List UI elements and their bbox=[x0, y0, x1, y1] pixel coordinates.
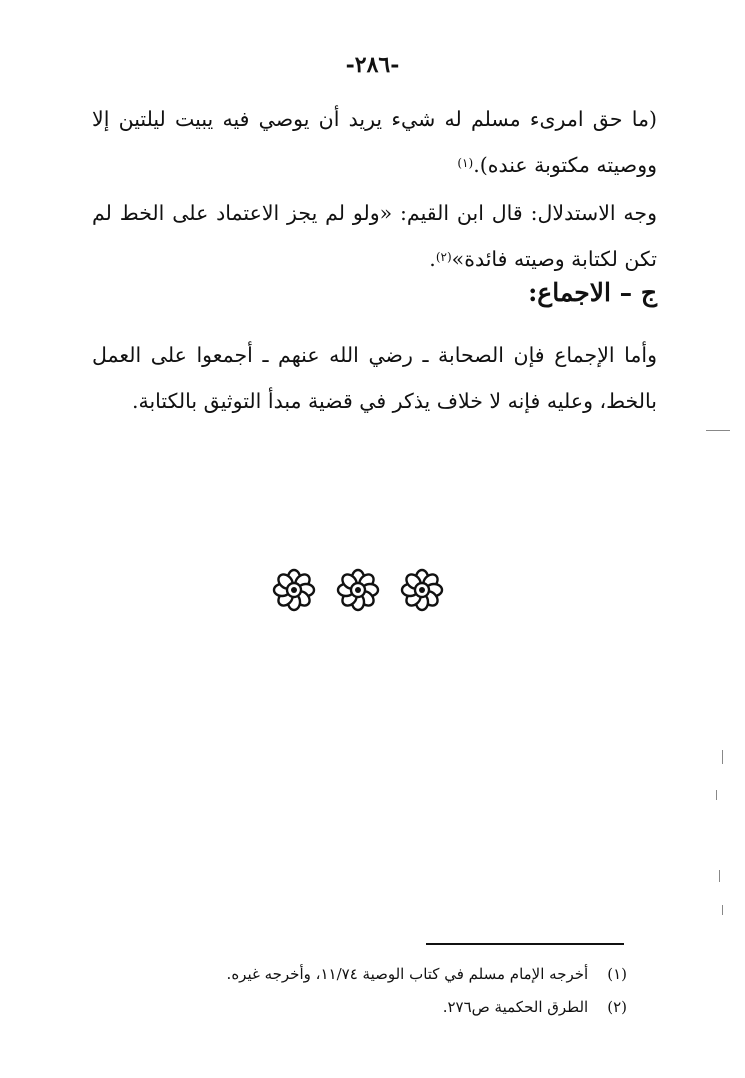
consensus-text: وأما الإجماع فإن الصحابة ـ رضي الله عنهم ـ أجمعوا على العمل بالخط، وعليه فإنه لا خلاف يذكر في قضية مبدأ التوثيق بالكتابة. bbox=[92, 343, 657, 413]
inference-paragraph bbox=[92, 190, 657, 282]
flower-ornament-icon bbox=[274, 570, 314, 610]
ornament-divider bbox=[268, 566, 448, 614]
page-number: -٢٨٦- bbox=[345, 52, 400, 78]
section-heading: ج – الاجماع: bbox=[528, 278, 657, 307]
inference-text: وجه الاستدلال: قال ابن القيم: «ولو لم يجز الاعتماد على الخط لم تكن لكتابة وصيته فائدة» bbox=[92, 201, 657, 271]
hadith-paragraph bbox=[92, 96, 657, 188]
footnote-ref-2[interactable]: (٢) bbox=[435, 250, 452, 264]
scan-mark bbox=[716, 790, 717, 800]
scan-mark bbox=[706, 430, 730, 431]
footnote-ref-1[interactable]: (١) bbox=[457, 156, 474, 170]
consensus-paragraph bbox=[92, 332, 657, 424]
scan-mark bbox=[722, 905, 723, 915]
hadith-text: (ما حق امرىء مسلم له شيء يريد أن يوصي فيه يبيت ليلتين إلا ووصيته مكتوبة عنده). bbox=[92, 107, 657, 177]
scan-mark bbox=[722, 750, 723, 764]
flower-ornament-icon bbox=[402, 570, 442, 610]
footnote-text: الطرق الحكمية ص٢٧٦. bbox=[442, 998, 589, 1016]
footnote-2 bbox=[107, 993, 627, 1021]
footnote-text: أخرجه الإمام مسلم في كتاب الوصية ١١/٧٤، وأخرجه غيره. bbox=[226, 965, 589, 983]
footnote-number: (٢) bbox=[607, 998, 627, 1016]
footnote-separator bbox=[426, 943, 624, 945]
footnote-1 bbox=[107, 960, 627, 988]
flower-ornament-icon bbox=[338, 570, 378, 610]
inference-end: . bbox=[429, 247, 436, 271]
footnote-number: (١) bbox=[607, 965, 627, 983]
scan-mark bbox=[719, 870, 720, 882]
